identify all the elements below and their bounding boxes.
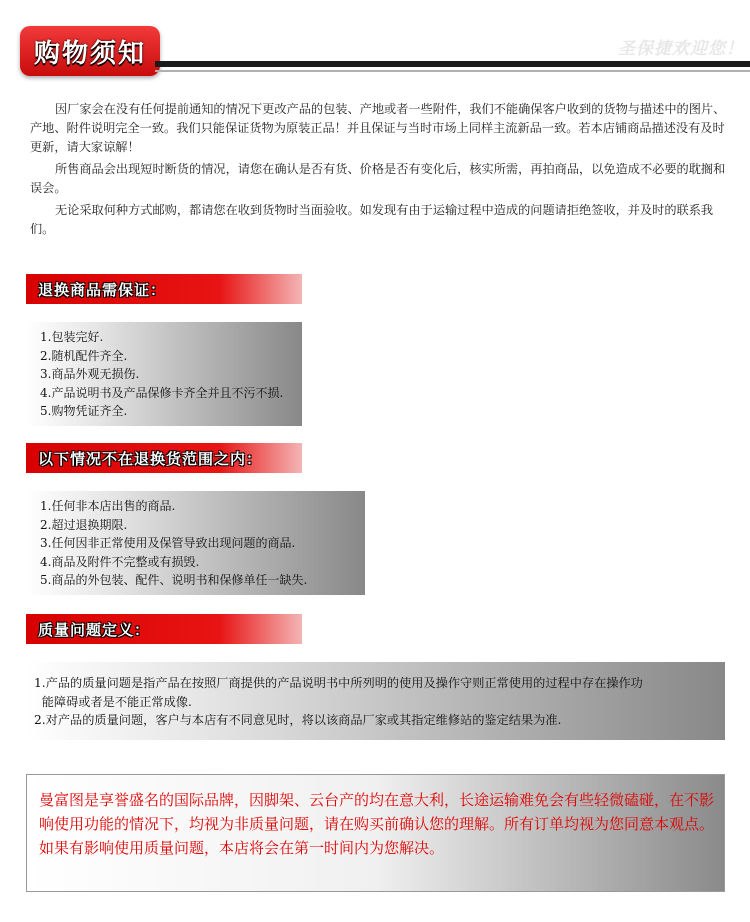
return-section-heading [26,274,302,304]
list-item: 1.产品的质量问题是指产品在按照厂商提供的产品说明书中所列明的使用及操作守则正常使用的过程中存在操作功 [34,676,643,690]
intro-section [30,100,730,242]
list-item: 能障碍或者是不能正常成像. [34,694,192,709]
list-item: 1.包装完好. [40,330,104,344]
page-title: 购物须知 [20,26,160,76]
list-item: 2.对产品的质量问题，客户与本店有不同意见时，将以该商品厂家或其指定维修站的鉴定结果为准. [34,713,562,727]
brand-notice-box [26,774,725,892]
header-divider-thin [155,70,750,72]
list-item: 2.随机配件齐全. [40,348,128,363]
intro-paragraph-1: 因厂家会在没有任何提前通知的情况下更改产品的包装、产地或者一些附件，我们不能确保客户收到的货物与描述中的图片、产地、附件说明完全一致。我们只能保证货物为原装正品！并且保证与当时市场上同样主流新品一致。若本店铺商品描述没有及时更新，请大家谅解！ [30,102,726,154]
list-item: 4.产品说明书及产品保修卡齐全并且不污不损. [40,385,284,400]
return-conditions-box [26,322,302,426]
welcome-text: 圣保捷欢迎您！ [618,39,744,59]
quality-heading-label: 质量问题定义： [38,620,151,639]
exclusions-box [26,491,365,595]
list-item: 4.商品及附件不完整或有损毁. [40,554,200,569]
exclusions-section-heading [26,443,302,473]
list-item: 3.商品外观无损伤. [40,367,140,381]
list-item: 5.购物凭证齐全. [40,404,128,418]
header-divider [155,61,750,67]
header-bar [0,0,750,92]
intro-paragraph-3: 无论采取何种方式邮购，都请您在收到货物时当面验收。如发现有由于运输过程中造成的问题请拒绝签收，并及时的联系我们。 [30,203,714,236]
return-heading-label: 退换商品需保证： [38,280,167,299]
list-item: 5.商品的外包装、配件、说明书和保修单任一缺失. [40,573,308,587]
quality-section-heading [26,614,302,644]
intro-paragraph-2: 所售商品会出现短时断货的情况，请您在确认是否有货、价格是否有变化后，核实所需，再拍商品，以免造成不必要的耽搁和误会。 [30,162,726,195]
list-item: 1.任何非本店出售的商品. [40,499,176,513]
brand-notice-text: 曼富图是享誉盛名的国际品牌，因脚架、云台产的均在意大利，长途运输难免会有些轻微磕碰，在不影响使用功能的情况下，均视为非质量问题，请在购买前确认您的理解。所有订单均视为您同意本观点。如果有影响使用质量问题，本店将会在第一时间内为您解决。 [39,791,715,857]
list-item: 2.超过退换期限. [40,517,128,532]
list-item: 3.任何因非正常使用及保管导致出现问题的商品. [40,536,296,550]
exclusions-heading-label: 以下情况不在退换货范围之内： [38,449,263,468]
quality-definition-box [26,662,725,740]
